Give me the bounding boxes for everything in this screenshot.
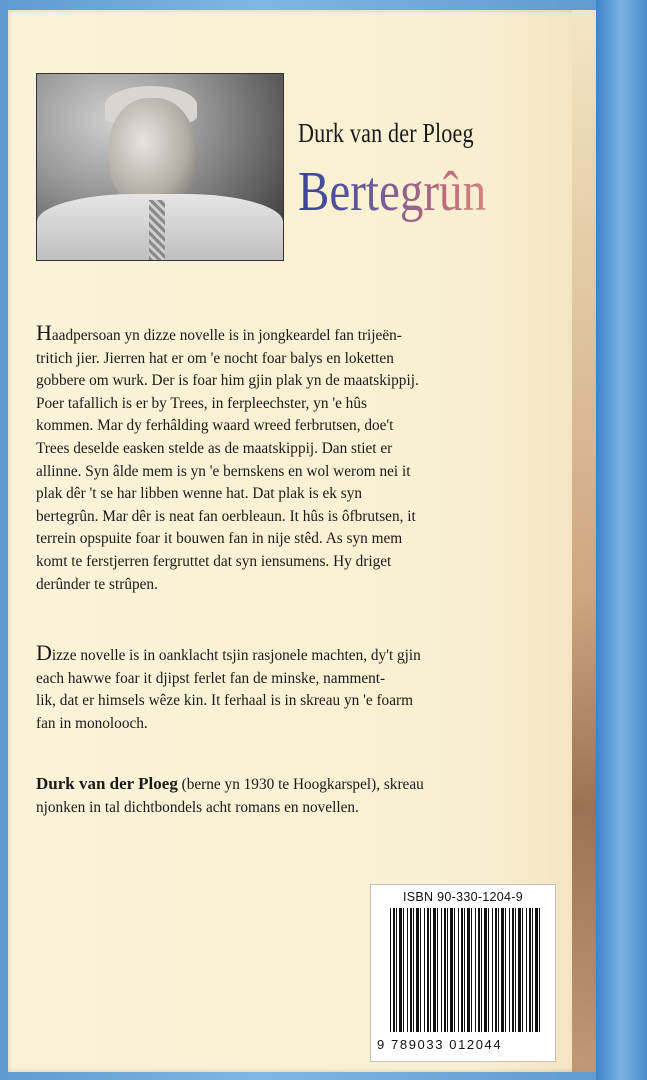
- author-photo-head: [109, 98, 195, 206]
- barcode-icon: [390, 908, 540, 1032]
- blurb-paragraph-1-line: komt te ferstjerren fergruttet dat syn iensumens. Hy driget: [36, 552, 392, 570]
- blurb-paragraph-1-line: tritich jier. Jierren hat er om 'e nocht foar balys en loketten: [36, 349, 394, 367]
- initial-capital: H: [36, 320, 52, 345]
- blurb-paragraph-1-line: Trees deselde easken stelde as de maatskippij. Dan stiet er: [36, 439, 393, 457]
- blurb-paragraph-2-line: fan in monolooch.: [36, 714, 148, 732]
- blurb-paragraph-2: [36, 642, 556, 735]
- blurb-paragraph-1-line: derûnder te strûpen.: [36, 575, 158, 593]
- blurb-paragraph-1-line: Haadpersoan yn dizze novelle is in jongkeardel fan trijeën-: [36, 320, 402, 345]
- author-bio-line-1: [36, 773, 556, 797]
- blurb-paragraph-1-line: kommen. Mar dy ferhâlding waard wreed ferbrutsen, doe't: [36, 417, 394, 435]
- blurb-paragraph-1-line: terrein opspuite foar it bouwen fan in nije stêd. As syn mem: [36, 530, 403, 548]
- cover-edge-band: [572, 10, 596, 1072]
- author-photo: [36, 73, 284, 261]
- author-bio-line-1-rest: (berne yn 1930 te Hoogkarspel), skreau: [177, 776, 424, 793]
- blurb-paragraph-1-line: allinne. Syn âlde mem is yn 'e bernskens en wol werom nei it: [36, 462, 411, 480]
- blurb-paragraph-2-line: each hawwe foar it djipst ferlet fan de minske, namment-: [36, 669, 386, 687]
- blurb-paragraph-1-line: Poer tafallich is er by Trees, in ferpleechster, yn 'e hûs: [36, 394, 367, 412]
- blurb-paragraph-1-line: plak dêr 't se har libben wenne hat. Dat plak is ek syn: [36, 485, 363, 503]
- blurb-paragraph-2-line: Dizze novelle is in oanklacht tsjin rasjonele machten, dy't gjin: [36, 640, 421, 665]
- blurb-paragraph-1-line: gobbere om wurk. Der is foar him gjin plak yn de maatskippij.: [36, 372, 419, 390]
- blurb-paragraph-2-line: lik, dat er himsels wêze kin. It ferhaal is in skreau yn 'e foarm: [36, 692, 413, 710]
- isbn-text: ISBN 90-330-1204-9: [402, 890, 524, 904]
- blurb-paragraph-1: [36, 322, 556, 596]
- barcode-number: 9 789033 012044: [377, 1037, 503, 1052]
- blurb-paragraph-1-line: bertegrûn. Mar dêr is neat fan oerbleaun. It hûs is ôfbrutsen, it: [36, 507, 416, 525]
- author-name: Durk van der Ploeg: [298, 118, 474, 148]
- author-bio-line-2: njonken in tal dichtbondels acht romans en novellen.: [36, 798, 359, 816]
- spine-edge: [596, 0, 647, 1080]
- initial-capital: D: [36, 640, 52, 665]
- author-bio-name: Durk van der Ploeg: [36, 774, 178, 793]
- author-photo-tie: [149, 200, 165, 260]
- book-title: Bertegrûn: [298, 161, 487, 223]
- author-bio: [36, 773, 556, 819]
